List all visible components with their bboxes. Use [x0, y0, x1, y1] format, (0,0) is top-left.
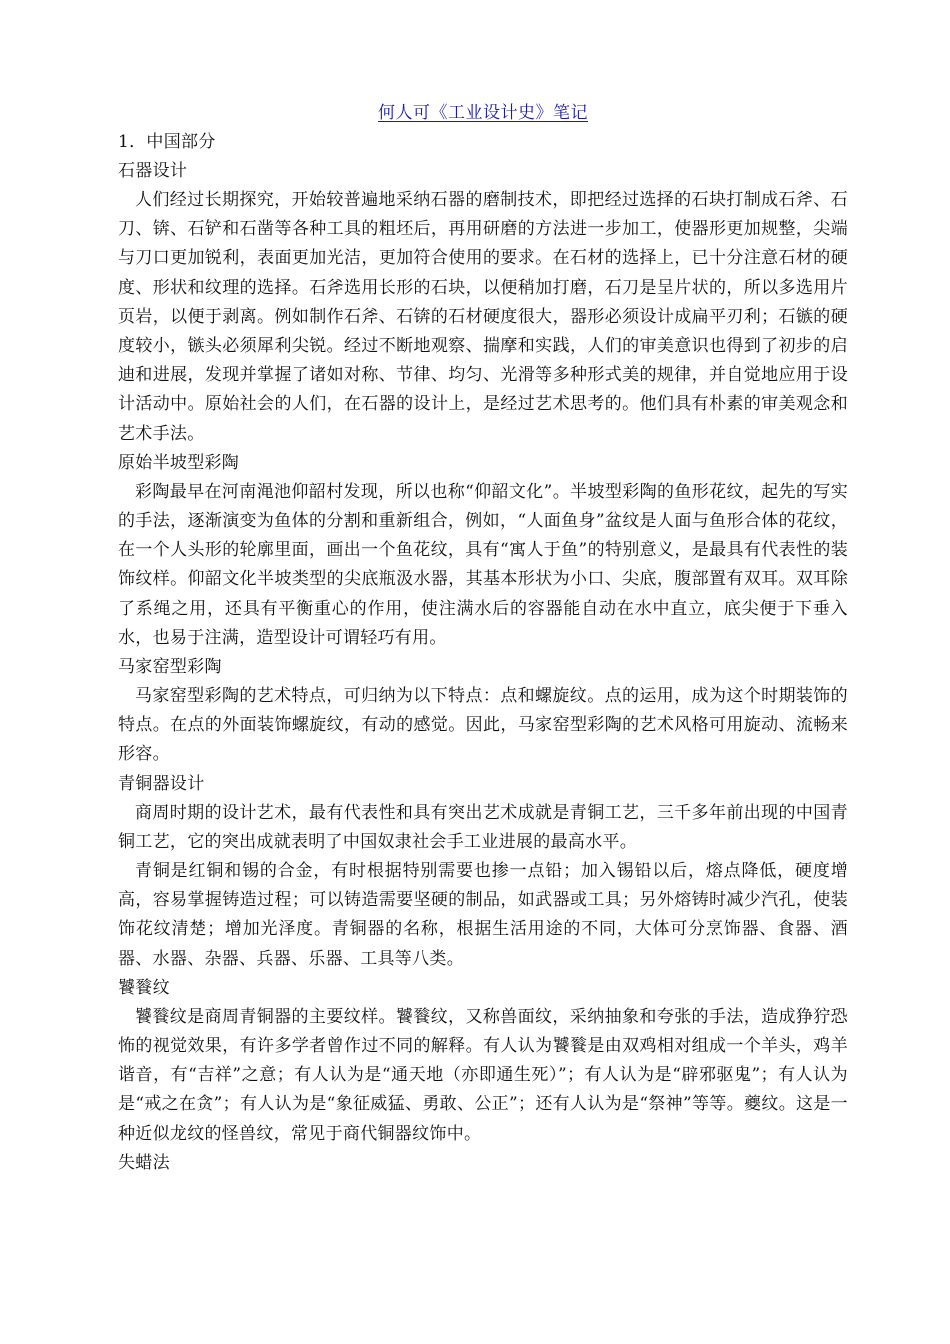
paragraph-stone-tools: 人们经过长期探究，开始较普遍地采纳石器的磨制技术，即把经过选择的石块打制成石斧、石刀、锛、石铲和石凿等各种工具的粗坯后，再用研磨的方法进一步加工，使器形更加规整，尖端与刀口更加锐利，表面更加光洁，更加符合使用的要求。在石材的选择上，已十分注意石材的硬度、形状和纹理的选择。石斧选用长形的石块，以便稍加打磨，石刀是呈片状的，所以多选用片页岩，以便于剥离。例如制作石斧、石锛的石材硬度很大，器形必须设计成扁平刃利；石镞的硬度较小，镞头必须犀利尖锐。经过不断地观察、揣摩和实践，人们的审美意识也得到了初步的启迪和进展，发现并掌握了诸如对称、节律、均匀、光滑等多种形式美的规律，并自觉地应用于设计活动中。原始社会的人们，在石器的设计上，是经过艺术思考的。他们具有朴素的审美观念和艺术手法。	[118, 190, 848, 444]
paragraph-bronze-design-2: 青铜是红铜和锡的合金，有时根据特别需要也掺一点铅；加入锡铅以后，熔点降低，硬度增高，容易掌握铸造过程；可以铸造需要坚硬的制品，如武器或工具；另外熔铸时减少汽孔，使装饰花纹清楚；增加光泽度。青铜器的名称，根据生活用途的不同，大体可分烹饰器、食器、酒器、水器、杂器、兵器、乐器、工具等八类。	[118, 861, 848, 969]
document-page	[118, 98, 848, 1178]
document-title[interactable]: 何人可《工业设计史》笔记	[378, 103, 588, 123]
heading-stone-tools: 石器设计	[118, 161, 188, 181]
paragraph-majiayao-pottery: 马家窑型彩陶的艺术特点，可归纳为以下特点：点和螺旋纹。点的运用，成为这个时期装饰的特点。在点的外面装饰螺旋纹，有动的感觉。因此，马家窑型彩陶的艺术风格可用旋动、流畅来形容。	[118, 686, 848, 765]
section-heading-china: 1．中国部分	[118, 132, 216, 152]
paragraph-banpo-pottery: 彩陶最早在河南渑池仰韶村发现，所以也称“仰韶文化”。半坡型彩陶的鱼形花纹，起先的写实的手法，逐渐演变为鱼体的分割和重新组合，例如，“人面鱼身”盆纹是人面与鱼形合体的花纹，在一个人头形的轮廓里面，画出一个鱼花纹，具有“寓人于鱼”的特别意义，是最具有代表性的装饰纹样。仰韶文化半坡类型的尖底瓶汲水器，其基本形状为小口、尖底，腹部置有双耳。双耳除了系绳之用，还具有平衡重心的作用，使注满水后的容器能自动在水中直立，底尖便于下垂入水，也易于注满，造型设计可谓轻巧有用。	[118, 481, 848, 648]
heading-majiayao-pottery: 马家窑型彩陶	[118, 657, 222, 678]
heading-bronze-design: 青铜器设计	[118, 773, 205, 794]
heading-lost-wax-method: 失蜡法	[118, 1152, 170, 1173]
paragraph-taotie-pattern: 饕餮纹是商周青铜器的主要纹样。饕餮纹，又称兽面纹，采纳抽象和夸张的手法，造成狰狞恐怖的视觉效果，有许多学者曾作过不同的解释。有人认为饕餮是由双鸡相对组成一个羊头，鸡羊谐音，有“吉祥”之意；有人认为是“通天地（亦即通生死）”；有人认为是“辟邪驱鬼”；有人认为是“戒之在贪”；有人认为是“象征威猛、勇敢、公正”；还有人认为是“祭神”等等。夔纹。这是一种近似龙纹的怪兽纹，常见于商代铜器纹饰中。	[118, 1006, 848, 1144]
heading-taotie-pattern: 饕餮纹	[118, 977, 170, 998]
heading-banpo-pottery: 原始半坡型彩陶	[118, 452, 240, 473]
paragraph-bronze-design-1: 商周时期的设计艺术，最有代表性和具有突出艺术成就是青铜工艺，三千多年前出现的中国青铜工艺，它的突出成就表明了中国奴隶社会手工业进展的最高水平。	[118, 802, 848, 852]
